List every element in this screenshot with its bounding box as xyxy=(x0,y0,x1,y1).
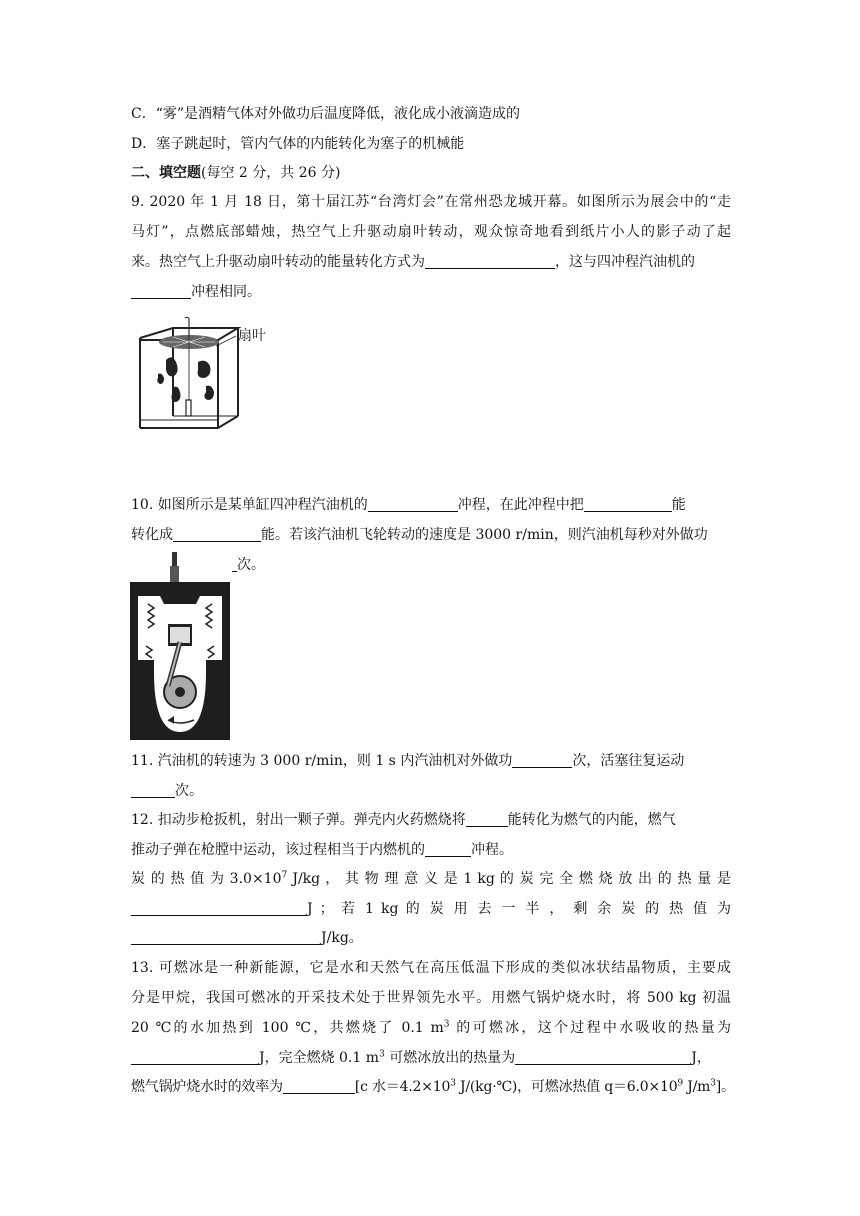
answer-blank[interactable] xyxy=(515,1050,691,1065)
q10-line-2: 转化成 能。若该汽油机飞轮转动的速度是 3000 r/min，则汽油机每秒对外做功 xyxy=(131,527,708,543)
q13-line-5: 燃气锅炉烧水时的效率为 [c 水$=4.2\times 10^3$ J/(kg·℃)，可燃冰热值 $q=6.0\times 10^9$ $J/m^3$]。 xyxy=(131,1078,735,1095)
q9-line-1: 9. 2020 年 1 月 18 日，第十届江苏“台湾灯会”在常州恐龙城开幕。如图所示为展会中的“走 xyxy=(131,194,731,210)
q13-line-2: 分是甲烷，我国可燃冰的开采技术处于世界领先水平。用燃气锅炉烧水时，将 500 kg 初温 xyxy=(131,990,731,1006)
answer-blank[interactable] xyxy=(512,753,572,768)
q10-line-3: 次。 xyxy=(131,555,731,575)
q12-line-2: 推动子弹在枪膛中运动，该过程相当于内燃机的 冲程。 xyxy=(131,842,513,858)
engine-cylinder-figure xyxy=(128,552,232,742)
answer-blank[interactable] xyxy=(131,284,191,299)
q9-line-3: 来。热空气上升驱动扇叶转动的能量转化方式为 ，这与四冲程汽油机的 xyxy=(131,254,695,270)
q9-line-2: 马灯”，点燃底部蜡烛，热空气上升驱动扇叶转动，观众惊奇地看到纸片小人的影子动了起 xyxy=(131,224,731,240)
coal-line-1: 炭 的 热 值 为 $3.0\times 10^7$ J/kg ， 其 物 理 意 义 是 1 kg 的 炭 完 全 燃 烧 放 出 的 热 量 是 xyxy=(131,870,732,887)
q12-line-1: 12. 扣动步枪扳机，射出一颗子弹。弹壳内火药燃烧将 能转化为燃气的内能，燃气 xyxy=(131,812,676,828)
option-d: D．塞子跳起时，管内气体的内能转化为塞子的机械能 xyxy=(131,136,465,152)
answer-blank[interactable] xyxy=(466,812,508,827)
answer-blank[interactable] xyxy=(368,497,458,512)
answer-blank[interactable] xyxy=(283,1079,355,1094)
answer-blank[interactable] xyxy=(131,930,321,945)
answer-blank[interactable] xyxy=(131,1050,259,1065)
answer-blank[interactable] xyxy=(584,497,672,512)
q13-line-3: 20 ℃的水加热到 100 ℃，共燃烧了 0.1 $m^3$ 的可燃冰，这个过程中水吸收的热量为 xyxy=(131,1019,731,1036)
answer-blank[interactable] xyxy=(131,783,175,798)
answer-blank[interactable] xyxy=(425,254,555,269)
coal-line-2: J ； 若 1 kg 的 炭 用 去 一 半 ， 剩 余 炭 的 热 值 为 xyxy=(131,899,731,919)
option-c: C．“雾”是酒精气体对外做功后温度降低，液化成小液滴造成的 xyxy=(131,106,521,122)
coal-line-3: J/kg。 xyxy=(131,928,731,948)
revolving-lantern-figure xyxy=(128,316,288,431)
answer-blank[interactable] xyxy=(173,527,261,542)
q13-line-1: 13. 可燃冰是一种新能源，它是水和天然气在高压低温下形成的类似冰状结晶物质，主要成 xyxy=(131,960,731,976)
section-2-heading: 二、填空题(每空 2 分，共 26 分) xyxy=(131,165,341,181)
q11-line-1: 11. 汽油机的转速为 3 000 r/min，则 1 s 内汽油机对外做功 次，活塞往复运动 xyxy=(131,753,685,769)
q11-line-2: 次。 xyxy=(131,781,731,801)
q10-line-1: 10. 如图所示是某单缸四冲程汽油机的 冲程，在此冲程中把 能 xyxy=(131,497,686,513)
answer-blank[interactable] xyxy=(131,901,307,916)
answer-blank[interactable] xyxy=(425,842,471,857)
q13-line-4: J，完全燃烧 0.1 $m^3$ 可燃冰放出的热量为 J， xyxy=(131,1048,731,1068)
fan-blade-label: 扇叶 xyxy=(238,328,266,344)
q9-line-4: 冲程相同。 xyxy=(131,282,731,302)
